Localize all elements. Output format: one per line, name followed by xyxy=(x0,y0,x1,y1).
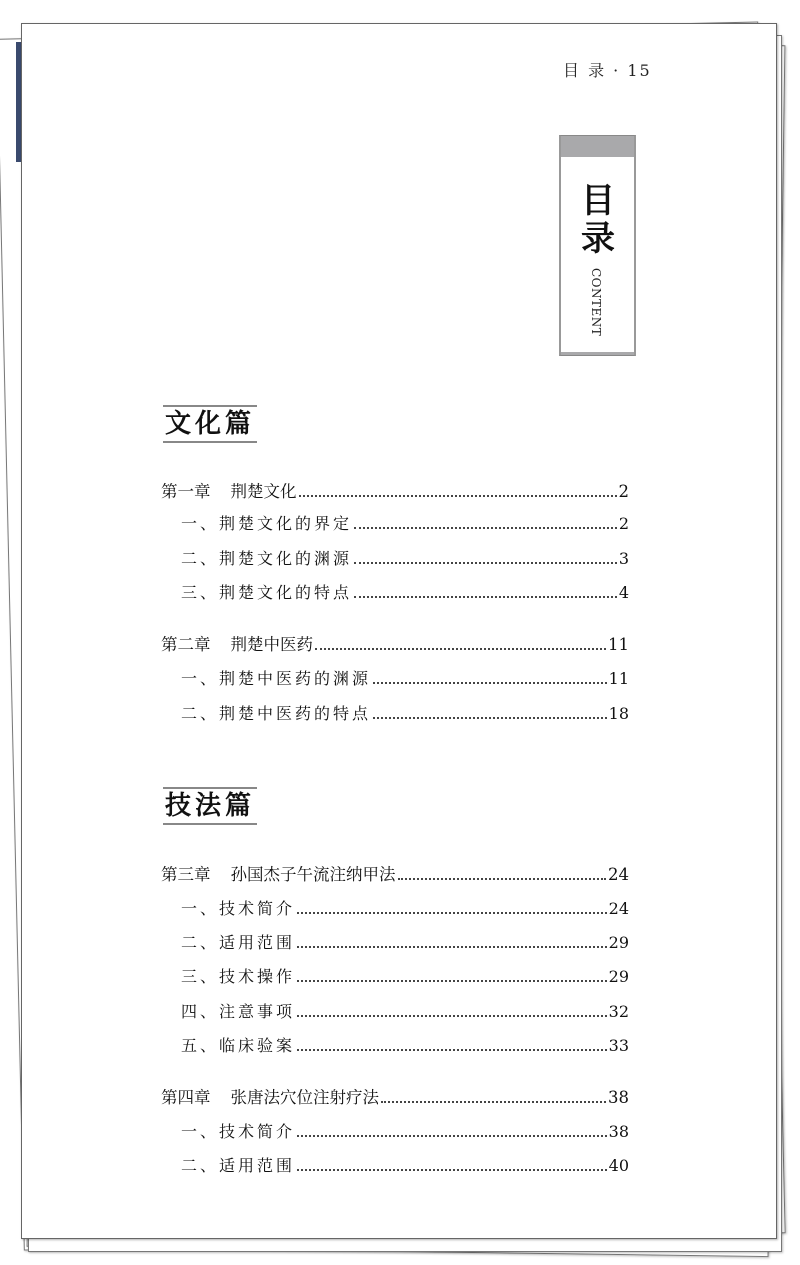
chapter-label: 第三章 xyxy=(161,865,211,884)
dot-leader xyxy=(354,596,617,598)
section-title: 一、技术简介 xyxy=(181,899,296,918)
dot-leader xyxy=(373,717,607,719)
page-number: 24 xyxy=(608,899,629,918)
toc-title: 目录 xyxy=(581,181,615,259)
section-title: 三、技术操作 xyxy=(181,967,296,986)
dot-leader xyxy=(381,1101,606,1103)
toc-title-box xyxy=(559,135,636,356)
section-title: 二、荆楚中医药的特点 xyxy=(181,704,372,723)
page-number: 24 xyxy=(608,865,629,884)
toc-chapter-entry[interactable] xyxy=(161,478,629,500)
toc-section-entry[interactable] xyxy=(181,1119,629,1141)
page-number: 29 xyxy=(608,933,629,952)
chapter-label: 第二章 xyxy=(161,635,211,654)
dot-leader xyxy=(373,682,607,684)
dot-leader xyxy=(354,527,617,529)
section-title: 一、荆楚文化的界定 xyxy=(181,514,353,533)
page-number: 2 xyxy=(618,482,629,501)
section-title: 二、荆楚文化的渊源 xyxy=(181,549,353,568)
toc-section-entry[interactable] xyxy=(181,999,629,1021)
dot-leader xyxy=(297,912,607,914)
page-number: 11 xyxy=(608,669,629,688)
chapter-label: 第一章 xyxy=(161,482,211,501)
toc-section-entry[interactable] xyxy=(181,930,629,952)
section-title: 三、荆楚文化的特点 xyxy=(181,583,353,602)
part-heading: 文化篇 xyxy=(163,405,257,443)
chapter-title: 荆楚文化 xyxy=(230,482,297,501)
toc-chapter-entry[interactable] xyxy=(161,631,629,653)
page-number: 38 xyxy=(608,1088,629,1107)
toc-section-entry[interactable] xyxy=(181,701,629,723)
toc-chapter-entry[interactable] xyxy=(161,1084,629,1106)
dot-leader xyxy=(297,1169,607,1171)
toc-section-entry[interactable] xyxy=(181,511,629,533)
page-number: 33 xyxy=(608,1036,629,1055)
toc-section-entry[interactable] xyxy=(181,1033,629,1055)
chapter-label: 第四章 xyxy=(161,1088,211,1107)
page-number: 4 xyxy=(618,583,629,602)
page-number: 3 xyxy=(618,549,629,568)
page-number: 11 xyxy=(608,635,629,654)
section-title: 二、适用范围 xyxy=(181,1156,296,1175)
section-title: 一、荆楚中医药的渊源 xyxy=(181,669,372,688)
toc-section-entry[interactable] xyxy=(181,1153,629,1175)
dot-leader xyxy=(398,878,607,880)
dot-leader xyxy=(297,980,607,982)
running-head: 目 录 · 15 xyxy=(563,61,652,80)
page-number: 38 xyxy=(608,1122,629,1141)
section-title: 一、技术简介 xyxy=(181,1122,296,1141)
dot-leader xyxy=(297,1135,607,1137)
dot-leader xyxy=(315,648,606,650)
page-number: 18 xyxy=(608,704,629,723)
page-number: 2 xyxy=(618,514,629,533)
dot-leader xyxy=(299,495,617,497)
chapter-title: 孙国杰子午流注纳甲法 xyxy=(230,865,396,884)
toc-section-entry[interactable] xyxy=(181,580,629,602)
page-number: 29 xyxy=(608,967,629,986)
part-heading: 技法篇 xyxy=(163,787,257,825)
dot-leader xyxy=(297,946,607,948)
section-title: 二、适用范围 xyxy=(181,933,296,952)
chapter-title: 张唐法穴位注射疗法 xyxy=(230,1088,379,1107)
dot-leader xyxy=(297,1015,607,1017)
dot-leader xyxy=(354,562,617,564)
toc-section-entry[interactable] xyxy=(181,666,629,688)
dot-leader xyxy=(297,1049,607,1051)
chapter-title: 荆楚中医药 xyxy=(230,635,313,654)
toc-section-entry[interactable] xyxy=(181,546,629,568)
title-box-bottom-bar xyxy=(561,352,634,355)
title-box-bar xyxy=(561,136,634,157)
section-title: 五、临床验案 xyxy=(181,1036,296,1055)
toc-section-entry[interactable] xyxy=(181,896,629,918)
toc-section-entry[interactable] xyxy=(181,964,629,986)
section-title: 四、注意事项 xyxy=(181,1002,296,1021)
toc-chapter-entry[interactable] xyxy=(161,861,629,883)
page-number: 32 xyxy=(608,1002,629,1021)
page-number: 40 xyxy=(608,1156,629,1175)
toc-title-english: CONTENT xyxy=(589,268,603,337)
